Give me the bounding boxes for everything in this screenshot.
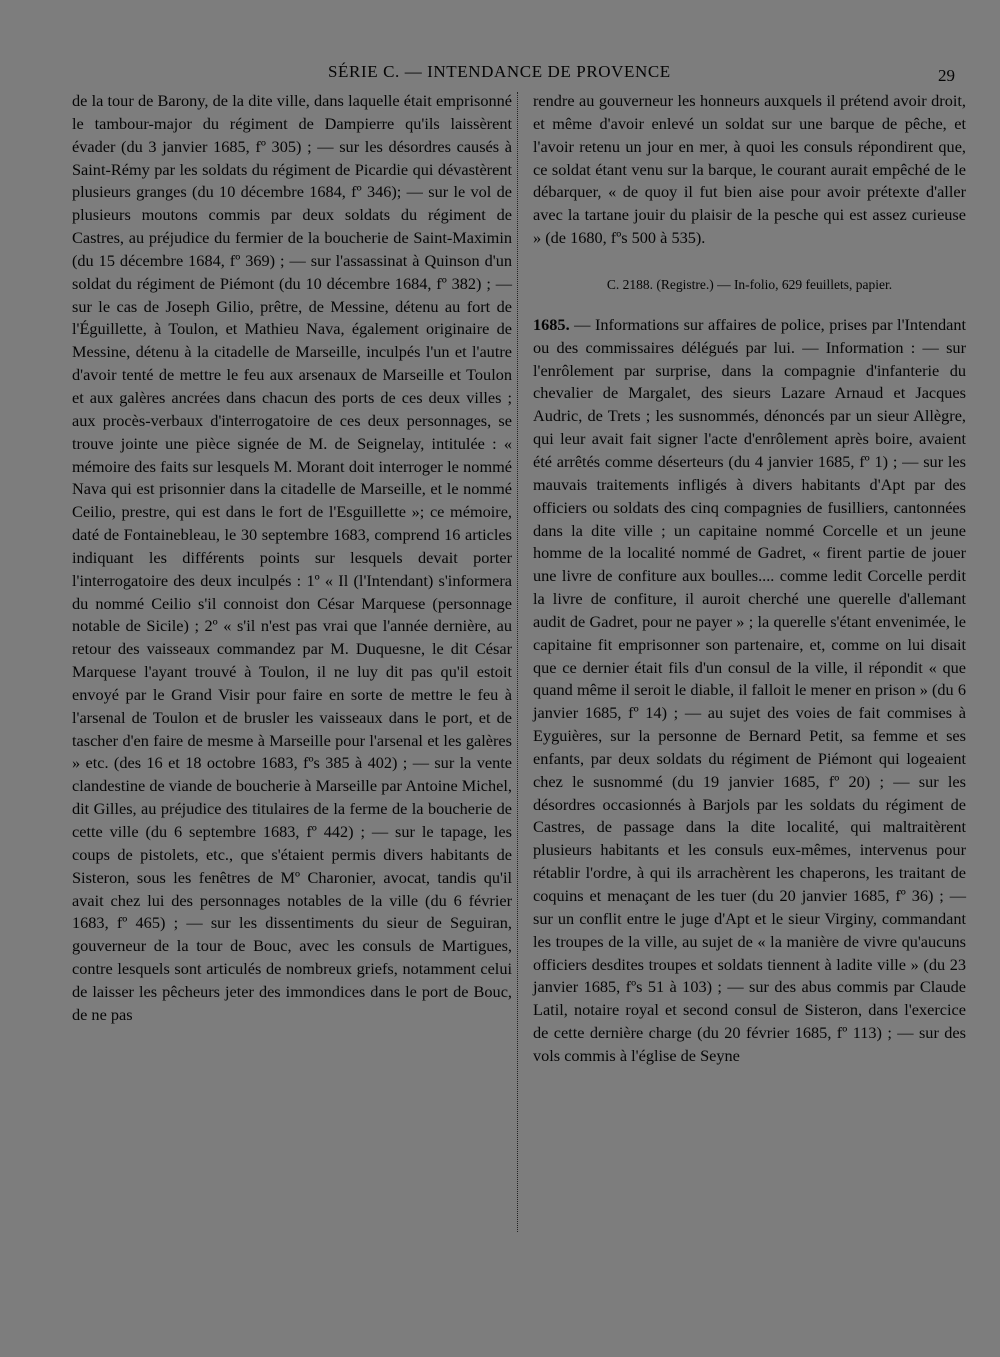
entry-text: — Informations sur affaires de police, prises par l'Intendant ou des commissaires délégués par lui. — Information : — sur l'enrôlement par surprise, dans la compagnie d'infanterie du chevalier de Margalet, des sieurs Lazare Arnaud et Jacques Audric, de Trets ; les susnommés, dénoncés par un sieur Allègre, qui leur avait fait signer l'acte d'enrôlement après boire, avaient été arrêtés comme déserteurs (du 4 janvier 1685, fº 1) ; — sur les mauvais traitements infligés à divers habitants d'Apt par des officiers ou soldats des cinq compagnies de fusilliers, cantonnées dans la dite ville ; un capitaine nommé Corcelle et un jeune homme de la localité nommé de Gadret, « firent partie de jouer une livre de confiture aux boulles.... comme ledit Corcelle perdit la livre de confiture, il auroit cherché une querelle d'allemant audit de Gadret, pour ne payer » ; la querelle s'étant envenimée, le capitaine fit emprisonner son partenaire, et, comme on lui disait que ce dernier était fils d'un consul de la ville, il répondit « que quand même il seroit le diable, il falloit le mener en prison » (du 6 janvier 1685, fº 14) ; — au sujet des voies de fait commises à Eyguières, sur la personne de Bernard Petit, sa femme et ses enfants, par deux soldats du régiment de Piémont qui logeaient chez le susnommé (du 19 janvier 1685, fº 20) ; — sur les désordres occasionnés à Barjols par les soldats du régiment de Castres, de passage dans la dite localité, qui maltraitèrent plusieurs habitants et les consuls eux-mêmes, intervenus pour rétablir l'ordre, à qui ils arrachèrent les chaperons, les traitant de coquins et menaçant de les tuer (du 20 janvier 1685, fº 36) ; — sur un conflit entre le juge d'Apt et le sieur Virginy, commandant les troupes de la ville, au sujet de « la manière de vivre qu'aucuns officiers desdites troupes et soldats tiennent à ladite ville » (du 23 janvier 1685, fºs 51 à 103) ; — sur des abus commis par Claude Latil, notaire royal et second consul de Sisteron, dans l'exercice de cette dernière charge (du 20 février 1685, fº 113) ; — sur des vols commis à l'église de Seyne xyxy=(533,314,966,1065)
right-column xyxy=(533,90,966,1068)
left-column-text: de la tour de Barony, de la dite ville, dans laquelle était emprisonné le tambour-major du régiment de Dampierre qu'ils laissèrent évader (du 3 janvier 1685, fº 305) ; — sur les désordres causés à Saint-Rémy par les soldats du régiment de Picardie qui dévastèrent plusieurs granges (du 10 décembre 1684, fº 346); — sur le vol de plusieurs moutons commis par deux soldats du régiment de Castres, au préjudice du fermier de la boucherie de Saint-Maximin (du 15 décembre 1684, fº 369) ; — sur l'assassinat à Quinson d'un soldat du régiment de Piémont (du 10 décembre 1684, fº 382) ; — sur le cas de Joseph Gilio, prêtre, de Messine, détenu au fort de l'Éguillette, à Toulon, et Mathieu Nava, également originaire de Messine, détenu à la citadelle de Marseille, inculpés l'un et l'autre d'avoir tenté de mettre le feu aux arsenaux de Marseille et Toulon et aux galères ancrées dans chacun des ports de ces deux villes ; aux procès-verbaux d'interrogatoire de ces deux personnages, se trouve jointe une pièce signée de M. de Seignelay, intitulée : « mémoire des faits sur lesquels M. Morant doit interroger le nommé Nava qui est prisonnier dans la citadelle de Marseille, et le nommé Ceilio, prestre, qui est dans le fort de l'Esguillette »; ce mémoire, daté de Fontainebleau, le 30 septembre 1683, comprend 16 articles indiquant les différents points sur lesquels devait porter l'interrogatoire des deux inculpés : 1º « Il (l'Intendant) s'informera du nommé Ceilio s'il connoist don César Marquese (personnage notable de Sicile) ; 2º « s'il n'est pas vrai que l'année dernière, au retour des vaisseaux commandez par M. Duquesne, le dit César Marquese l'ayant trouvé à Toulon, il ne luy dit pas qu'il estoit envoyé par le Grand Visir pour faire en sorte de mettre le feu à l'arsenal de Toulon et de brusler les vaisseaux dans le port, et de tascher d'en faire de mesme à Marseille pour l'arsenal et les galères » etc. (des 16 et 18 octobre 1683, fºs 385 à 402) ; — sur la vente clandestine de viande de boucherie à Marseille par Antoine Michel, dit Gilles, au préjudice des titulaires de la ferme de la boucherie de cette ville (du 6 septembre 1683, fº 442) ; — sur le tapage, les coups de pistolets, etc., que s'étaient permis divers habitants de Sisteron, sous les fenêtres de Mº Charonier, avocat, tandis qu'il avait chez lui des personnages notables de la ville (du 6 février 1683, fº 465) ; — sur les dissentiments du sieur de Seguiran, gouverneur de la tour de Bouc, avec les consuls de Martigues, contre lesquels sont articulés de nombreux griefs, notamment celui de laisser les pêcheurs jeter des immondices dans le port de Bouc, de ne pas xyxy=(72,91,512,1024)
page-number: 29 xyxy=(938,66,955,85)
entry-year: 1685. xyxy=(533,314,570,334)
register-entry-heading: C. 2188. (Registre.) — In-folio, 629 feuillets, papier. xyxy=(606,276,893,292)
running-header: SÉRIE C. — INTENDANCE DE PROVENCE xyxy=(328,62,671,81)
left-column xyxy=(72,90,512,1027)
right-column-para-2 xyxy=(533,314,966,1068)
right-column-para-1: rendre au gouverneur les honneurs auxquels il prétend avoir droit, et même d'avoir enlevé un soldat sur une barque de pêche, et l'avoir retenu un jour en mer, à quoi les consuls répondirent que, ce soldat étant venu sur la barque, le courant aurait empêché de le débarquer, « de quoy il fut bien aise pour avoir prétexte d'aller avec la tartane jouir du plaisir de la pesche qui est assez curieuse » (de 1680, fºs 500 à 535). xyxy=(533,91,966,248)
column-divider xyxy=(517,92,518,1232)
